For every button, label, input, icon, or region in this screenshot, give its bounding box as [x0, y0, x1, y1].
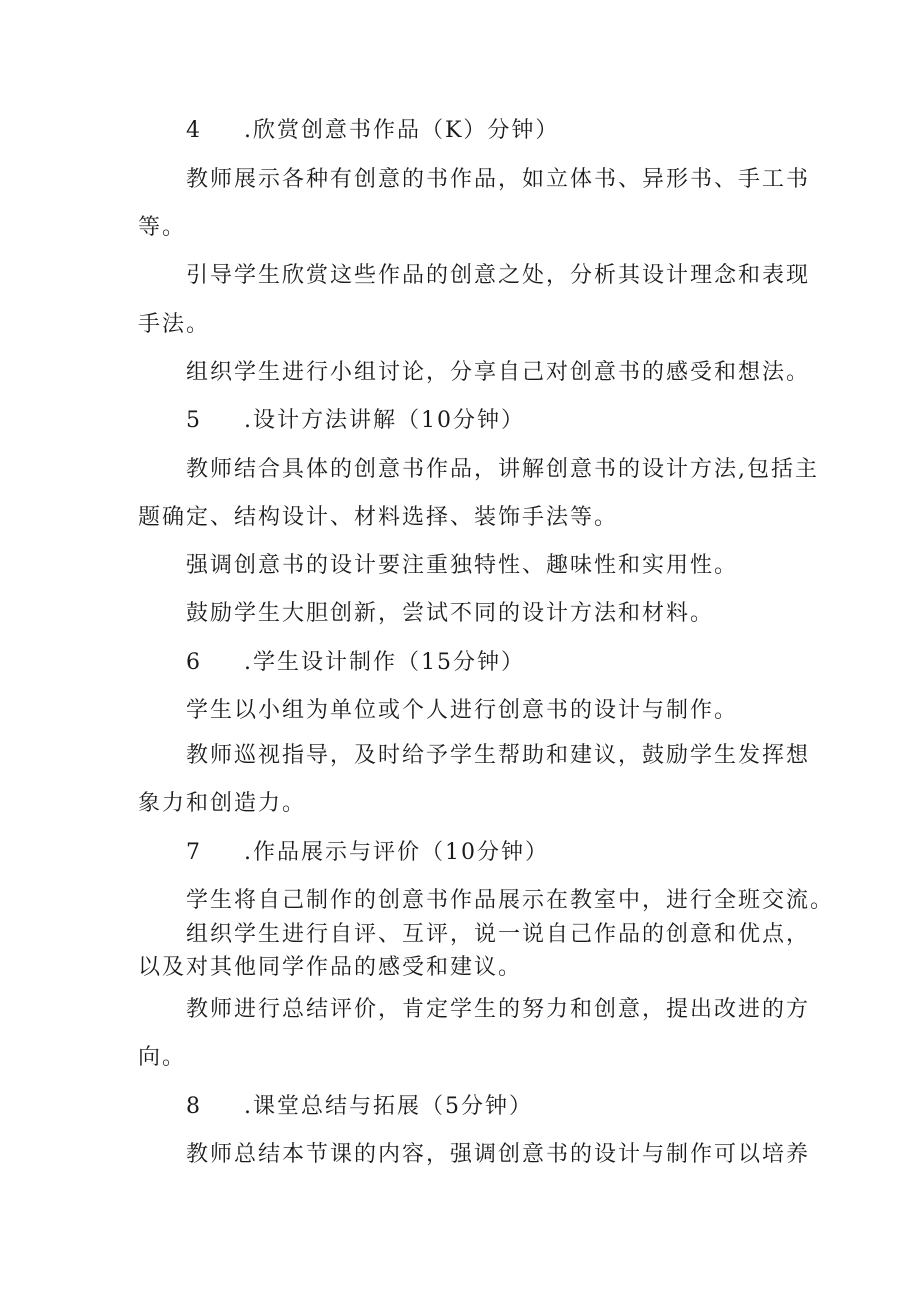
paragraph-line: 象力和创造力。: [138, 791, 307, 816]
section-title: .课堂总结与拓展（5分钟）: [244, 1094, 533, 1119]
section-heading: [186, 648, 525, 678]
paragraph-line: 学生以小组为单位或个人进行创意书的设计与制作。: [186, 698, 739, 723]
section-title: .设计方法讲解（10分钟）: [244, 408, 525, 433]
paragraph-line: 引导学生欣赏这些作品的创意之处，分析其设计理念和表现: [186, 263, 811, 288]
section-number: 5: [186, 408, 202, 433]
paragraph-line: 等。: [138, 215, 187, 240]
paragraph-line: 教师巡视指导，及时给予学生帮助和建议，鼓励学生发挥想: [186, 743, 811, 768]
paragraph-line: 学生将自己制作的创意书作品展示在教室中，进行全班交流。: [186, 888, 835, 913]
paragraph-line: 组织学生进行小组讨论，分享自己对创意书的感受和想法。: [186, 360, 811, 385]
paragraph-line: 教师展示各种有创意的书作品，如立体书、异形书、手工书: [186, 167, 811, 192]
paragraph-line: 教师进行总结评价，肯定学生的努力和创意，提出改进的方: [186, 997, 811, 1022]
section-title: .欣赏创意书作品（K）分钟）: [244, 118, 560, 143]
section-heading: [186, 406, 525, 436]
paragraph-line: 向。: [138, 1045, 187, 1070]
section-heading: [186, 838, 549, 868]
section-number: 7: [186, 840, 202, 865]
section-number: 6: [186, 650, 202, 675]
paragraph-line: 以及对其他同学作品的感受和建议。: [138, 955, 523, 980]
section-number: 4: [186, 118, 202, 143]
paragraph-line: 强调创意书的设计要注重独特性、趣味性和实用性。: [186, 553, 739, 578]
paragraph-line: 教师结合具体的创意书作品，讲解创意书的设计方法,包括主: [186, 457, 819, 482]
section-title: .作品展示与评价（10分钟）: [244, 840, 549, 865]
section-heading: [186, 1092, 533, 1122]
paragraph-line: 题确定、结构设计、材料选择、装饰手法等。: [138, 505, 619, 530]
section-number: 8: [186, 1094, 202, 1119]
section-title: .学生设计制作（15分钟）: [244, 650, 525, 675]
paragraph-line: 手法。: [138, 312, 211, 337]
paragraph-line: 组织学生进行自评、互评，说一说自己作品的创意和优点，: [186, 922, 811, 947]
section-heading: [186, 116, 559, 146]
paragraph-line: 鼓励学生大胆创新，尝试不同的设计方法和材料。: [186, 601, 715, 626]
paragraph-line: 教师总结本节课的内容，强调创意书的设计与制作可以培养: [186, 1142, 811, 1167]
